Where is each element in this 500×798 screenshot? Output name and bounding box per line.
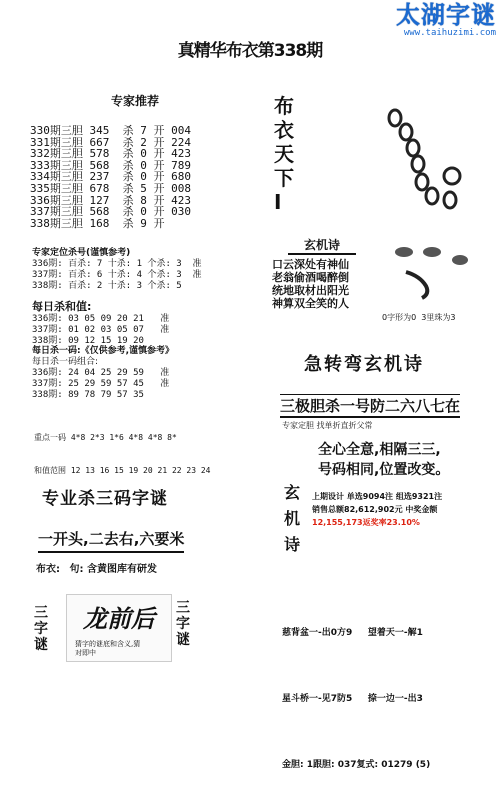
dingwei-row: 338期: 百杀: 2 十杀: 3 个杀: 5 [32, 281, 182, 291]
side-caption: 0字形为0 3里珠为3 [382, 313, 456, 322]
daily-kill-heading: 每日杀和值: [32, 300, 92, 313]
dingwei-rows [32, 259, 247, 292]
buyi-text: 句: 含黄图库有研发 [69, 564, 157, 575]
expert-row: 334期三胆 237 杀 0 开 680 [30, 170, 191, 184]
xuanji2-side: 玄机诗 [284, 483, 301, 554]
dingdan-text: 专家定胆 找单折直折父常 [282, 421, 373, 430]
focus-line2: 和值范围 12 13 16 15 19 20 21 22 23 24 [34, 466, 211, 475]
jizhuan-title: 急转弯玄机诗 [304, 354, 424, 375]
dingdan-line [282, 420, 482, 431]
center-riddle-note: 猜字的谜底和含义,猜 对即中 [75, 640, 141, 657]
expert-block [30, 92, 240, 229]
logo-url: www.taihuzimi.com [403, 28, 496, 38]
center-riddle-box [66, 594, 172, 662]
expert-row: 335期三胆 678 杀 5 开 008 [30, 181, 191, 195]
expert-heading: 专家推荐 [110, 94, 159, 108]
dingwei-row: 337期: 百杀: 6 十杀: 4 个杀: 3 准 [32, 270, 202, 280]
daily-one-heading: 每日杀一码:《仅供参考,谨慎参考》 [32, 346, 175, 356]
daily-kill-rows [32, 314, 247, 347]
daily-one-row: 338期: 89 78 79 57 35 [32, 390, 144, 400]
expert-row: 330期三胆 345 杀 7 开 004 [30, 124, 191, 137]
bottom-block [282, 578, 492, 798]
daily-one-block [32, 346, 247, 401]
expert-row: 331期三胆 667 杀 2 开 224 [30, 135, 191, 149]
dingwei-heading: 专家定位杀号(谨慎参考) [32, 248, 131, 258]
expert-rows [30, 125, 240, 229]
bottom-line-3: 金胆: 1跟胆: 037复式: 01279 (5) [282, 760, 431, 770]
xuanji-block [272, 236, 372, 310]
site-logo [396, 2, 496, 38]
xuanji-title: 玄机诗 [288, 236, 356, 255]
stats-block [312, 490, 492, 529]
daily-kill-block [32, 298, 247, 347]
center-riddle-title: 龙前后 [83, 605, 155, 633]
bottom-line-2: 星斗桥一-见7防5 捺一边一-出3 [282, 694, 423, 704]
expert-row: 336期三胆 127 杀 8 开 423 [30, 193, 191, 207]
daily-kill-row: 337期: 01 02 03 05 07 准 [32, 325, 170, 335]
expert-row: 338期三胆 168 杀 9 开 [30, 216, 165, 230]
buyi-vertical: 布衣天下Ⅰ [274, 94, 294, 214]
side-right-riddle: 三字谜 [176, 600, 190, 648]
coin-chain-illustration [380, 104, 480, 214]
expert-row: 332期三胆 578 杀 0 开 423 [30, 147, 191, 161]
focus-line1: 重点一码 4*8 2*3 1*6 4*8 4*8 8* [34, 433, 177, 442]
expert-row: 337期三胆 568 杀 0 开 030 [30, 205, 191, 219]
expert-row: 333期三胆 568 杀 0 开 789 [30, 158, 191, 172]
poem2: 全心全意,相隔三三, 号码相同,位置改变。 [318, 442, 450, 478]
jizhuan-text: 三极胆杀一号防二六八七在 [280, 394, 460, 418]
stats-line-3: 12,155,173返奖率23.10% [312, 518, 420, 527]
stats-line-2: 销售总额82,612,902元 中奖金额 [312, 505, 438, 514]
logo-text: 太湖字谜 [396, 1, 496, 29]
dingwei-block [32, 248, 247, 292]
bottom-line-1: 慈背盆一-出0方9 望着天一-解1 [282, 628, 423, 638]
daily-one-sub: 每日杀一码组合: [32, 357, 99, 367]
focus-block [34, 410, 249, 487]
dingwei-row: 336期: 百杀: 7 十杀: 1 个杀: 3 准 [32, 259, 202, 269]
xuanji-poem: 口云深处有神仙 老翁偷酒喝醉倒 统地取材出阳光 神算双全笑的人 [272, 258, 349, 310]
bowl-illustration [386, 242, 476, 302]
daily-kill-row: 336期: 03 05 09 20 21 准 [32, 314, 170, 324]
kill-riddle-text: 一开头,二去右,六要米 [38, 528, 184, 553]
daily-one-row: 337期: 25 29 59 57 45 准 [32, 379, 170, 389]
page-title: 真精华布衣第338期 [177, 41, 323, 61]
kill-riddle-title: 专业杀三码字谜 [42, 489, 168, 509]
daily-one-row: 336期: 24 04 25 29 59 准 [32, 368, 170, 378]
daily-one-rows [32, 368, 247, 401]
side-left-riddle: 三字谜 [34, 605, 48, 653]
buyi-line [36, 560, 157, 575]
stats-line-1: 上期设计 单选9094注 组选9321注 [312, 492, 443, 501]
buyi-label: 布衣: [36, 564, 60, 575]
daily-kill-row: 338期: 09 12 15 19 20 [32, 336, 144, 346]
